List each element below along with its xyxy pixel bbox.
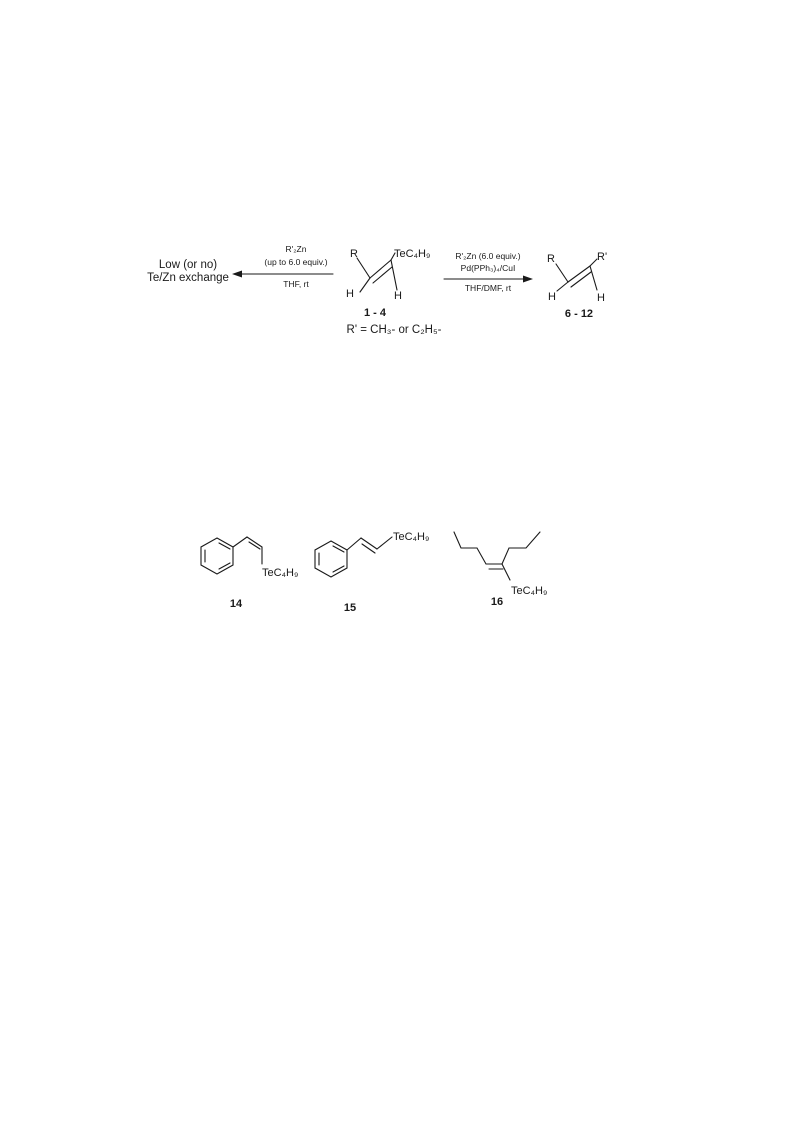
- product-h-left: H: [548, 291, 556, 303]
- reactant-h-left: H: [346, 288, 354, 300]
- right-condition-catalyst: Pd(PPh₃)₄/CuI: [460, 263, 516, 273]
- compound-14-te-group: TeC₄H₉: [262, 567, 299, 579]
- left-condition-equiv: (up to 6.0 equiv.): [264, 257, 328, 267]
- compound-14-structure: [201, 537, 262, 574]
- compound-16-structure: [454, 532, 540, 580]
- product-number: 6 - 12: [564, 308, 594, 320]
- reactant-r-label: R: [350, 248, 358, 260]
- product-r-prime-label: R': [597, 251, 608, 263]
- left-condition-reagent: R'₂Zn: [285, 244, 307, 254]
- right-condition-solvent: THF/DMF, rt: [464, 283, 512, 293]
- reactant-h-right: H: [394, 290, 402, 302]
- compound-14-number: 14: [229, 598, 243, 610]
- product-h-right: H: [597, 292, 605, 304]
- compound-15-structure: [315, 537, 392, 577]
- product-r-label: R: [547, 253, 555, 265]
- left-condition-solvent: THF, rt: [283, 279, 309, 289]
- compound-16-number: 16: [490, 596, 504, 608]
- left-result-line1: Low (or no): [158, 259, 218, 271]
- compound-16-te-group: TeC₄H₉: [511, 585, 548, 597]
- left-result-line2: Te/Zn exchange: [147, 272, 229, 284]
- reactant-number: 1 - 4: [363, 307, 387, 319]
- right-condition-reagent: R'₂Zn (6.0 equiv.): [455, 251, 521, 261]
- compound-15-te-group: TeC₄H₉: [393, 531, 430, 543]
- reactant-te-group: TeC₄H₉: [394, 248, 431, 260]
- compound-15-number: 15: [343, 602, 357, 614]
- r-prime-definition: R' = CH₃- or C₂H₅-: [346, 324, 442, 336]
